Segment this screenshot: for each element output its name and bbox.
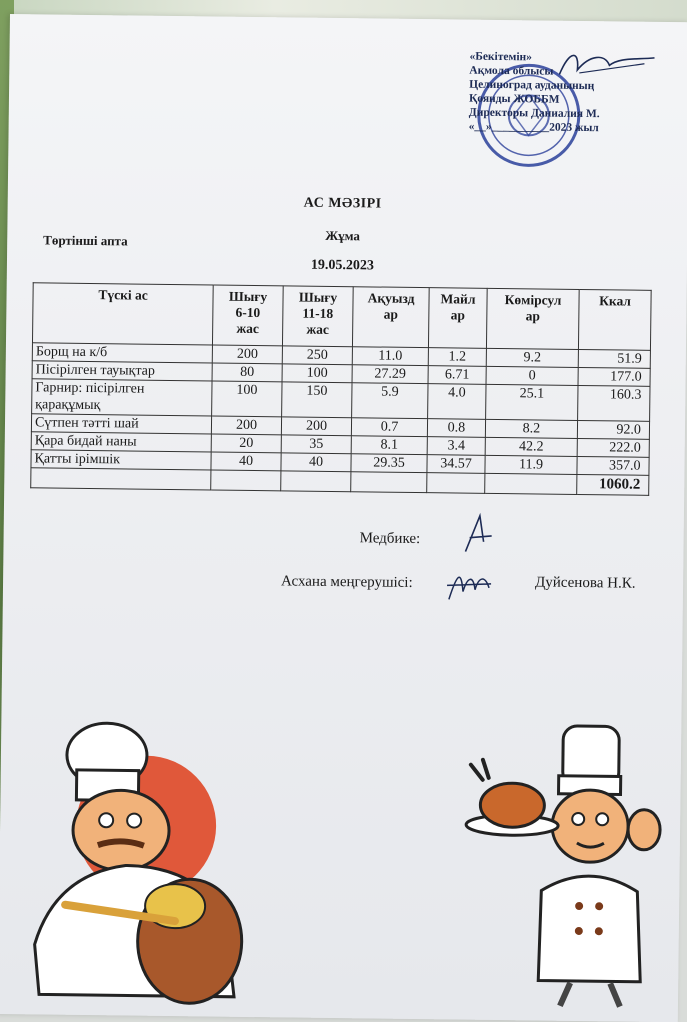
header-carb: Көмірсул ар [486, 288, 579, 349]
fat: 0.8 [427, 419, 485, 438]
header-out-6-10: Шығу 6-10 жас [212, 285, 283, 346]
kcal: 92.0 [577, 420, 649, 439]
dish-name: Борщ на к/б [32, 343, 212, 363]
out-11-18: 35 [281, 435, 351, 454]
approval-line: «__»__________2023 жыл [468, 120, 599, 135]
chef-mixing-illustration [24, 714, 258, 1007]
dish-name: Пісірілген тауықтар [32, 361, 212, 381]
out-6-10: 100 [212, 381, 282, 417]
carb: 25.1 [486, 384, 578, 420]
header-dish: Түскі ас [32, 283, 213, 345]
nurse-label: Медбике: [359, 530, 421, 548]
protein: 8.1 [351, 436, 427, 455]
approval-line: Директоры Даниалия М. [468, 106, 600, 121]
protein: 29.35 [351, 454, 427, 473]
protein: 0.7 [351, 418, 427, 437]
out-11-18: 250 [282, 346, 352, 365]
dish-name: Қатты ірімшік [31, 450, 211, 470]
protein: 27.29 [352, 365, 428, 384]
dish-name: Гарнир: пісірілген қарақұмық [32, 379, 212, 416]
approval-line: Ақмола облысы [469, 64, 554, 78]
menu-date: 19.05.2023 [310, 257, 375, 274]
out-6-10: 80 [212, 363, 282, 382]
total-kcal: 1060.2 [577, 474, 649, 495]
carb: 8.2 [485, 419, 577, 438]
out-6-10: 200 [211, 416, 281, 435]
kcal: 51.9 [578, 349, 650, 368]
header-out-11-18: Шығу 11-18 жас [282, 286, 353, 347]
fat: 4.0 [428, 384, 486, 420]
menu-title: АС МӘЗІРІ [303, 195, 382, 212]
chef-serving-illustration [460, 720, 674, 1013]
kcal: 160.3 [578, 385, 650, 421]
out-6-10: 200 [212, 345, 282, 364]
carb: 42.2 [485, 437, 577, 456]
kitchen-head-name: Дуйсенова Н.К. [534, 574, 636, 592]
header-kcal: Ккал [578, 289, 651, 350]
approval-line: Целиноград ауданының [469, 78, 595, 93]
protein: 11.0 [352, 347, 428, 366]
out-6-10: 20 [211, 434, 281, 453]
menu-sheet [0, 14, 687, 1022]
week-label: Төртінші апта [43, 232, 128, 249]
kcal: 222.0 [577, 438, 649, 457]
fat: 1.2 [428, 348, 486, 367]
protein: 5.9 [352, 383, 428, 419]
kcal: 177.0 [578, 367, 650, 386]
kitchen-head-signature [443, 563, 493, 604]
day-label: Жұма [325, 227, 361, 244]
dish-name: Қара бидай наны [31, 432, 211, 452]
header-fat: Майл ар [428, 288, 487, 349]
carb: 11.9 [485, 455, 577, 474]
fat: 3.4 [427, 437, 485, 456]
approval-line: Қоянды ЖОББМ [468, 92, 560, 106]
out-11-18: 200 [281, 417, 351, 436]
fat: 34.57 [427, 455, 485, 474]
approval-block [469, 50, 670, 136]
out-11-18: 40 [281, 453, 351, 472]
header-protein: Ақуызд ар [352, 287, 429, 348]
out-11-18: 100 [282, 364, 352, 383]
fat: 6.71 [428, 366, 486, 385]
out-11-18: 150 [282, 382, 352, 418]
kcal: 357.0 [577, 456, 649, 475]
dish-name: Сүтпен тәтті шай [31, 414, 211, 434]
carb: 0 [486, 366, 578, 385]
menu-table [30, 282, 651, 496]
nurse-signature [457, 512, 498, 556]
table-header-row [32, 283, 651, 351]
kitchen-head-label: Асхана меңгерушісі: [280, 573, 413, 591]
out-6-10: 40 [211, 452, 281, 471]
carb: 9.2 [486, 348, 578, 367]
approval-line: «Бекітемін» [469, 50, 533, 64]
